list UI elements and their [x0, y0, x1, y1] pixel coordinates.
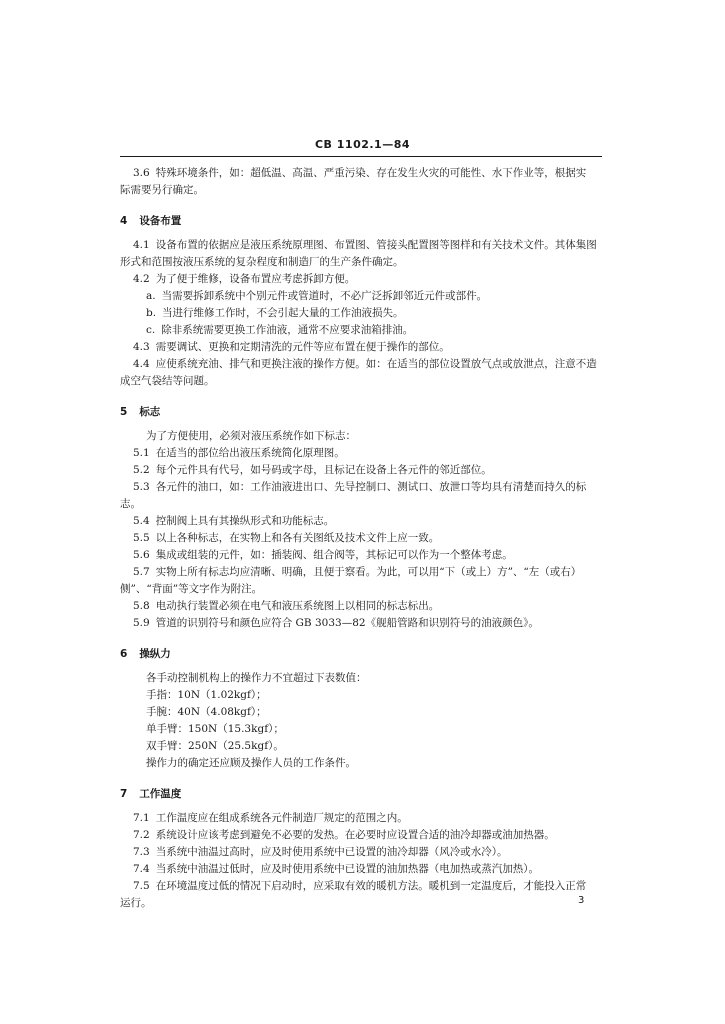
clause-number: 7.2	[133, 829, 150, 841]
clause-text: 为了便于维修，设备布置应考虑拆卸方便。	[155, 273, 356, 285]
clause-text: 当系统中油温过低时，应及时使用系统中已设置的油加热器（电加热或蒸汽加热）。	[155, 863, 539, 875]
clause-number: 4.1	[133, 239, 150, 251]
item-text: 除非系统需要更换工作油液，通常不应要求油箱排油。	[161, 324, 414, 336]
clause-number: 7.4	[133, 863, 150, 875]
clause-number: 5.2	[133, 464, 150, 476]
item-label: c.	[146, 324, 156, 336]
clause-number: 3.6	[133, 167, 150, 179]
header-rule	[120, 156, 602, 157]
clause-4-1-line2: 形式和范围按液压系统的复杂程度和制造厂的生产条件确定。	[120, 256, 404, 268]
section-6-outro: 操作力的确定还应顾及操作人员的工作条件。	[146, 757, 356, 769]
clause-text: 在环境温度过低的情况下启动时，应采取有效的暖机方法。暖机到一定温度后，才能投入正常	[155, 880, 587, 892]
clause-text: 系统设计应该考虑到避免不必要的发热。在必要时应设置合适的油冷却器或油加热器。	[155, 829, 555, 841]
clause-text: 实物上所有标志均应清晰、明确，且便于察看。为此，可以用“下（或上）方”、“左（或右）	[155, 566, 582, 578]
clause-5-8	[120, 598, 602, 614]
clause-3-6-line1	[120, 165, 602, 181]
section-5-intro: 为了方便使用，必须对液压系统作如下标志：	[146, 430, 356, 442]
item-label: b.	[146, 307, 157, 319]
clause-4-4-line1	[120, 356, 602, 372]
clause-4-3	[120, 339, 602, 355]
clause-text: 特殊环境条件，如：超低温、高温、严重污染、存在发生火灾的可能性、水下作业等，根据实	[155, 167, 587, 179]
section-7-title	[120, 786, 602, 802]
clause-text: 应使系统充油、排气和更换注液的操作方便。如：在适当的部位设置放气点或放泄点，注意不造	[155, 358, 597, 370]
section-title-text: 设备布置	[139, 215, 182, 227]
clause-number: 4.3	[133, 341, 150, 353]
section-title-text: 标志	[139, 406, 161, 418]
clause-5-5	[120, 530, 602, 546]
item-c	[120, 322, 602, 338]
clause-7-1	[120, 810, 602, 826]
page-number: 3	[578, 895, 585, 906]
clause-text: 电动执行装置必须在电气和液压系统图上以相同的标志标出。	[155, 600, 440, 612]
clause-number: 4.4	[133, 358, 150, 370]
section-title-text: 工作温度	[139, 788, 182, 800]
clause-5-6	[120, 547, 602, 563]
clause-5-7-line1	[120, 564, 602, 580]
item-a	[120, 288, 602, 304]
document-body	[120, 165, 602, 912]
clause-text: 在适当的部位给出液压系统简化原理图。	[155, 447, 345, 459]
clause-3-6-line2: 际需要另行确定。	[120, 184, 204, 196]
item-text: 当需要拆卸系统中个别元件或管道时，不必广泛拆卸邻近元件或部件。	[161, 290, 488, 302]
clause-text: 管道的识别符号和颜色应符合 GB 3033—82《舰船管路和识别符号的油液颜色》。	[155, 617, 539, 629]
section-5-title	[120, 404, 602, 420]
clause-number: 7.5	[133, 880, 150, 892]
clause-number: 4.2	[133, 273, 150, 285]
clause-number: 5.5	[133, 532, 150, 544]
section-6-intro: 各手动控制机构上的操作力不宜超过下表数值：	[146, 672, 367, 684]
clause-text: 当系统中油温过高时，应及时使用系统中已设置的油冷却器（风冷或水冷）。	[155, 846, 508, 858]
standard-code-header: CB 1102.1—84	[314, 138, 411, 151]
clause-number: 5.8	[133, 600, 150, 612]
clause-text: 需要调试、更换和定期清洗的元件等应布置在便于操作的部位。	[155, 341, 450, 353]
clause-5-9	[120, 615, 602, 631]
clause-number: 5.6	[133, 549, 150, 561]
clause-number: 5.1	[133, 447, 150, 459]
clause-number: 7.3	[133, 846, 150, 858]
section-4-title	[120, 213, 602, 229]
force-wrist: 手腕：40N（4.08kgf）；	[146, 706, 267, 718]
force-two-arms: 双手臂：250N（25.5kgf）。	[146, 740, 284, 752]
clause-5-1	[120, 445, 602, 461]
section-number: 6	[120, 648, 128, 660]
clause-7-4	[120, 861, 602, 877]
clause-3-6	[120, 165, 602, 198]
clause-number: 5.7	[133, 566, 150, 578]
clause-7-2	[120, 827, 602, 843]
section-number: 5	[120, 406, 128, 418]
clause-text: 控制阀上具有其操纵形式和功能标志。	[155, 515, 335, 527]
clause-text: 集成或组装的元件，如：插装阀、组合阀等，其标记可以作为一个整体考虑。	[155, 549, 513, 561]
clause-5-3-line1	[120, 479, 602, 495]
clause-5-3-line2: 志。	[120, 498, 141, 510]
item-label: a.	[146, 290, 156, 302]
clause-text: 以上各种标志，在实物上和各有关图纸及技术文件上应一致。	[155, 532, 440, 544]
clause-7-3	[120, 844, 602, 860]
clause-text: 各元件的油口，如：工作油液进出口、先导控制口、测试口、放泄口等均具有清楚而持久的标	[155, 481, 587, 493]
clause-text: 设备布置的依据应是液压系统原理图、布置图、管接头配置图等图样和有关技术文件。其体集图	[155, 239, 597, 251]
clause-text: 工作温度应在组成系统各元件制造厂规定的范围之内。	[155, 812, 408, 824]
clause-number: 5.9	[133, 617, 150, 629]
clause-number: 7.1	[133, 812, 150, 824]
clause-4-1-line1	[120, 237, 602, 253]
force-finger: 手指：10N（1.02kgf）；	[146, 689, 267, 701]
item-b	[120, 305, 602, 321]
section-title-text: 操纵力	[139, 648, 171, 660]
clause-5-7-line2: 侧”、“背面”等文字作为附注。	[120, 583, 263, 595]
clause-5-4	[120, 513, 602, 529]
section-number: 4	[120, 215, 128, 227]
clause-number: 5.4	[133, 515, 150, 527]
clause-5-2	[120, 462, 602, 478]
section-6-title	[120, 646, 602, 662]
clause-text: 每个元件具有代号，如号码或字母，且标记在设备上各元件的邻近部位。	[155, 464, 492, 476]
section-number: 7	[120, 788, 128, 800]
clause-4-4-line2: 成空气袋结等问题。	[120, 375, 215, 387]
clause-7-5-line1	[120, 878, 602, 894]
clause-number: 5.3	[133, 481, 150, 493]
clause-7-5-line2: 运行。	[120, 897, 152, 909]
item-text: 当进行维修工作时，不会引起大量的工作油液损失。	[162, 307, 404, 319]
force-one-arm: 单手臂：150N（15.3kgf）；	[146, 723, 284, 735]
clause-4-2	[120, 271, 602, 287]
